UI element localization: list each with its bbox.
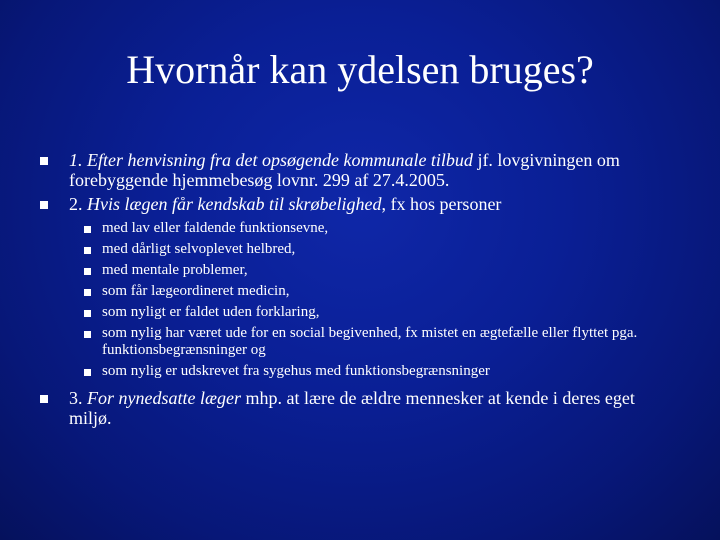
- sub-item-text: med dårligt selvoplevet helbred,: [102, 241, 296, 257]
- sub-item-text: med mentale problemer,: [102, 262, 248, 278]
- square-bullet-icon: [84, 247, 91, 254]
- sub-item: [84, 220, 680, 237]
- sub-item-text: med lav eller faldende funktionsevne,: [102, 220, 329, 236]
- sub-item: [84, 283, 680, 300]
- sub-item: [84, 304, 680, 321]
- square-bullet-icon: [40, 395, 48, 403]
- square-bullet-icon: [84, 369, 91, 376]
- sub-item: [84, 363, 680, 380]
- item-3-text: mhp. at lære de ældre mennesker at kende i deres eget miljø.: [69, 388, 635, 428]
- item-2-text: , fx hos personer: [381, 194, 502, 214]
- sub-item: [84, 262, 680, 279]
- bullet-item-3: [40, 388, 680, 428]
- square-bullet-icon: [84, 331, 91, 338]
- sub-item-text: som nyligt er faldet uden forklaring,: [102, 304, 320, 320]
- item-3-italic: For nynedsatte læger: [87, 388, 241, 408]
- slide-title: Hvornår kan ydelsen bruges?: [126, 47, 594, 92]
- square-bullet-icon: [84, 226, 91, 233]
- item-2-italic: Hvis lægen får kendskab til skrøbelighed: [87, 194, 382, 214]
- bullet-item-2: [40, 194, 680, 214]
- bullet-item-1: [40, 150, 680, 190]
- square-bullet-icon: [84, 310, 91, 317]
- item-3-prefix: 3.: [69, 388, 87, 408]
- sub-list: [40, 220, 680, 380]
- item-2-prefix: 2.: [69, 194, 87, 214]
- item-1-text: jf. lovgivningen om forebyggende hjemmebesøg lovnr. 299 af 27.4.2005.: [69, 150, 620, 190]
- square-bullet-icon: [84, 289, 91, 296]
- sub-item-text: som nylig er udskrevet fra sygehus med funktionsbegrænsninger: [102, 363, 490, 379]
- sub-item-text: som nylig har været ude for en social begivenhed, fx mistet en ægtefælle eller flyttet pga. funktionsbegrænsninger og: [102, 325, 638, 358]
- sub-item-text: som får lægeordineret medicin,: [102, 283, 290, 299]
- sub-item: [84, 325, 680, 359]
- square-bullet-icon: [40, 157, 48, 165]
- square-bullet-icon: [40, 201, 48, 209]
- square-bullet-icon: [84, 268, 91, 275]
- item-1-italic: 1. Efter henvisning fra det opsøgende kommunale tilbud: [69, 150, 473, 170]
- sub-item: [84, 241, 680, 258]
- slide-body: [40, 150, 680, 432]
